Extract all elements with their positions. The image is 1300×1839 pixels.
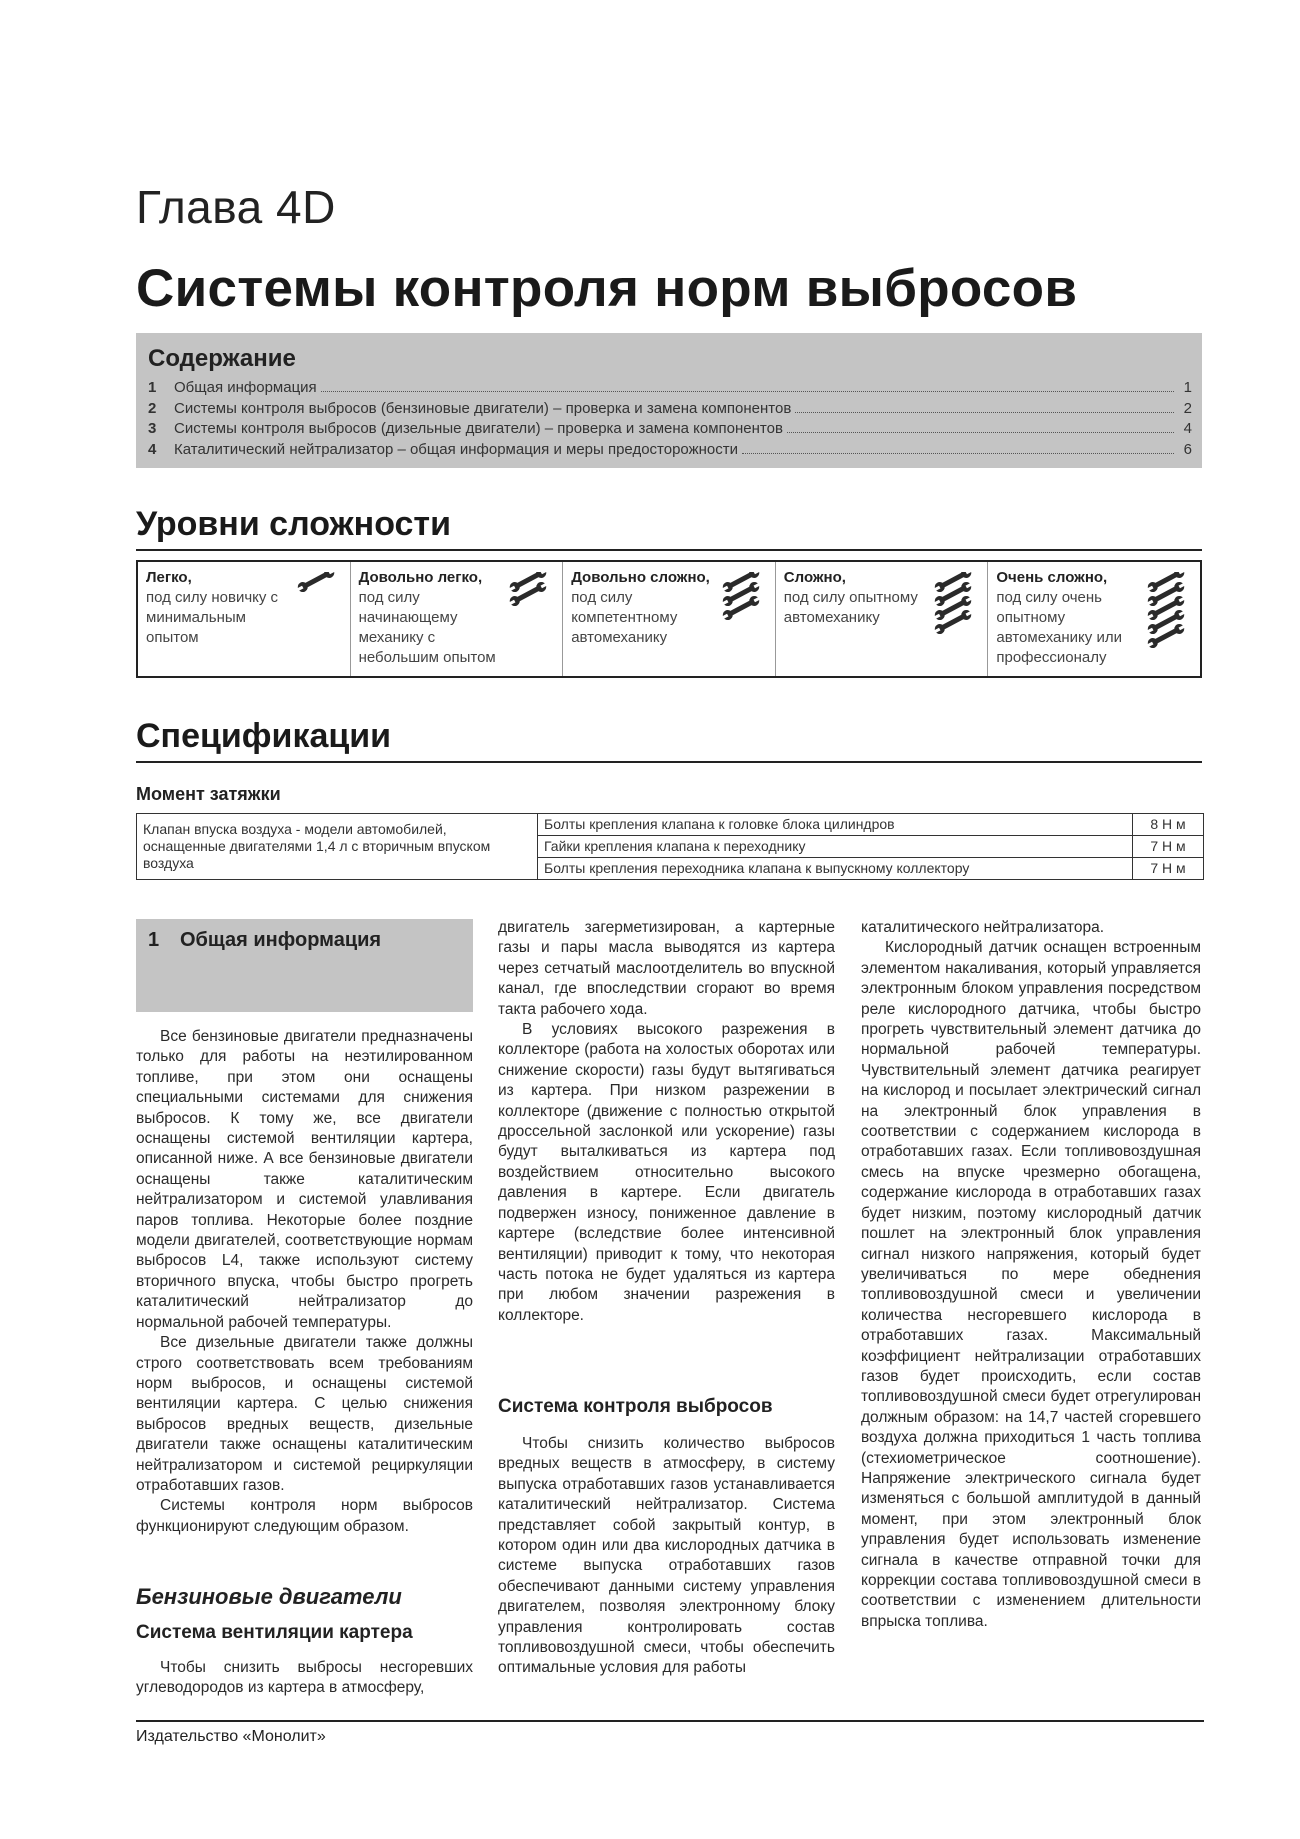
text-column-2 [498,918,835,1326]
level-description: под силу опытному автомеханику [783,589,918,626]
subheading-emission-control: Система контроля выбросов [498,1396,773,1417]
spanner-rating-icon [931,572,975,652]
difficulty-level [987,562,1200,676]
contents-box [136,333,1202,468]
spanner-rating-icon [1144,572,1188,652]
level-title: Сложно, [783,569,846,586]
spanner-rating-icon [506,572,550,652]
torque-row [137,814,1204,836]
body-paragraph: каталитического нейтрализатора. [861,919,1105,936]
section-number: 1 [148,929,160,951]
contents-item-number: 2 [148,399,157,417]
contents-item[interactable] [148,400,1192,421]
contents-list [148,379,1192,461]
contents-leader-dots [321,391,1174,392]
body-paragraph: Все бензиновые двигатели предназначены только для работы на неэтилированном топливе, при этом они оснащены специальными системами для снижения выбросов. К тому же, все двигатели оснащены системой вентиляции картера, описанной ниже. А все бензиновые двигатели оснащены также каталитическим нейтрализатором и системой улавливания паров топлива. Некоторые более поздние модели двигателей, соответствующие нормам выбросов L4, также используют систему вторичного впуска, чтобы быстро прогреть каталитический нейтрализатор до нормальной рабочей температуры. [136,1028,473,1331]
difficulty-rule [136,549,1202,551]
text-column-1-continued [136,1658,473,1699]
torque-item: Гайки крепления клапана к переходнику [538,836,1133,858]
level-description: под силу компетентному автомеханику [571,589,678,646]
level-title: Легко, [146,569,192,586]
contents-item-text: Каталитический нейтрализатор – общая информация и меры предосторожности [174,440,739,458]
contents-item-text: Системы контроля выбросов (дизельные двигатели) – проверка и замена компонентов [174,420,783,437]
contents-item-page: 2 [1183,399,1192,417]
contents-item-text: Системы контроля выбросов (бензиновые двигатели) – проверка и замена компонентов [174,399,792,417]
publisher-footer: Издательство «Монолит» [136,1728,326,1745]
section-title: Общая информация [180,929,382,951]
contents-item-page: 4 [1183,420,1192,437]
level-title: Довольно сложно, [571,569,710,586]
body-paragraph: Чтобы снизить количество выбросов вредных веществ в атмосферу, в систему выпуска отработавших газов устанавливается каталитический нейтрализатор. Система представляет собой закрытый контур, в котором один или два кислородных датчика в системе выпуска отработавших газов обеспечивают данными систему управления двигателем, позволяя электронному блоку управления контролировать состав топливовоздушной смеси, чтобы обеспечить оптимальные условия для работы [498,1435,835,1677]
torque-label: Момент затяжки [136,784,281,804]
contents-item-page: 1 [1183,379,1192,396]
text-column-1 [136,1027,473,1537]
contents-leader-dots [742,453,1174,454]
level-title: Очень сложно, [996,569,1108,586]
subheading-petrol-engines: Бензиновые двигатели [136,1584,402,1609]
level-description: под силу очень опытному автомеханику или профессионалу [996,589,1122,666]
body-paragraph: В условиях высокого разрежения в коллекторе (работа на холостых оборотах или снижение скорости) газы будут вытягиваться из картера. При низком разрежении в коллекторе (движение с полностью открытой дроссельной заслонкой или ускорение) газы будут выталкиваться из картера под воздействием относительно высокого давления в картере. Если двигатель подвержен износу, пониженное давление в картере (вследствие более интенсивной вентиляции) приводит к тому, что некоторая часть потока не будет удаляться из картера при любом значении разрежения в коллекторе. [498,1021,835,1324]
contents-item-text: Общая информация [174,379,317,396]
body-paragraph: двигатель загерметизирован, а картерные газы и пары масла выводятся из картера через сетчатый маслоотделитель во впускной канал, где впоследствии сгорают во время такта рабочего хода. [498,919,835,1018]
body-paragraph: Все дизельные двигатели также должны строго соответствовать всем требованиям норм выбросов, и оснащены системой вентиляции картера. С целью снижения выбросов вредных веществ, дизельные двигатели также оснащены каталитическим нейтрализатором и системой рециркуляции отработавших газов. [136,1334,473,1494]
spanner-rating-icon [719,572,763,652]
page-title: Системы контроля норм выбросов [136,259,1078,318]
body-paragraph: Чтобы снизить выбросы несгоревших углеводородов из картера в атмосферу, [136,1659,473,1697]
contents-leader-dots [787,432,1174,433]
contents-item-number: 4 [148,440,157,458]
torque-value: 7 Н м [1133,836,1204,858]
difficulty-heading: Уровни сложности [136,505,451,543]
text-column-3 [861,918,1201,1632]
level-description: под силу начинающему механику с небольшим опытом [358,589,496,666]
subheading-crankcase-ventilation: Система вентиляции картера [136,1622,413,1643]
specs-rule [136,761,1202,763]
footer-rule [136,1720,1204,1722]
level-title: Довольно легко, [358,569,483,586]
section-heading-box [136,919,473,1012]
torque-group-label: Клапан впуска воздуха - модели автомобилей, оснащенные двигателями 1,4 л с вторичным впуском воздуха [137,814,538,880]
specs-heading: Спецификации [136,717,392,755]
body-paragraph: Системы контроля норм выбросов функционируют следующим образом. [136,1497,473,1535]
torque-table [136,813,1204,880]
text-column-2-continued [498,1434,835,1679]
contents-item[interactable] [148,441,1192,462]
chapter-label: Глава 4D [136,181,336,233]
difficulty-level [138,562,350,676]
contents-leader-dots [795,412,1174,413]
contents-item-number: 1 [148,379,157,396]
contents-item[interactable] [148,379,1192,400]
torque-value: 7 Н м [1133,858,1204,880]
torque-value: 8 Н м [1133,814,1204,836]
level-description: под силу новичку с минимальным опытом [146,589,279,646]
torque-item: Болты крепления переходника клапана к выпускному коллектору [538,858,1133,880]
body-paragraph: Кислородный датчик оснащен встроенным элементом накаливания, который управляется электронным блоком управления посредством реле кислородного датчика, чтобы быстро прогреть чувствительный элемент датчика до нормальной рабочей температуры. Чувствительный элемент датчика реагирует на кислород и посылает электрический сигнал на электронный блок управления в соответствии с содержанием кислорода в отработавших газах. Если топливовоздушная смесь на впуске чрезмерно обогащена, содержание кислорода в отработавших газах будет низким, поэтому кислородный датчик пошлет на электронный блок управления сигнал низкого напряжения, который будет увеличиваться по мере обеднения топливовоздушной смеси и увеличении количества несгоревшего кислорода в отработавших газах. Максимальный коэффициент нейтрализации отработавших газов будет происходить, если состав топливовоздушной смеси будет отрегулирован должным образом: на 14,7 частей сгоревшего воздуха должна приходиться 1 часть топлива (стехиометрическое соотношение). Напряжение электрического сигнала будет изменяться с большой амплитудой в данный момент, при этом электронный блок управления будет использовать изменение сигнала в качестве отправной точки для коррекции состава топливовоздушной смеси в соответствии с изменением длительности впрыска топлива. [861,939,1201,1630]
difficulty-level [775,562,988,676]
contents-heading: Содержание [148,345,296,372]
spanner-rating-icon [294,572,338,652]
contents-item-number: 3 [148,420,157,437]
torque-item: Болты крепления клапана к головке блока цилиндров [538,814,1133,836]
contents-item-page: 6 [1183,440,1192,458]
spanner-icon [295,572,337,594]
difficulty-level [350,562,563,676]
contents-item[interactable] [148,420,1192,441]
difficulty-level [562,562,775,676]
difficulty-levels [136,560,1202,678]
